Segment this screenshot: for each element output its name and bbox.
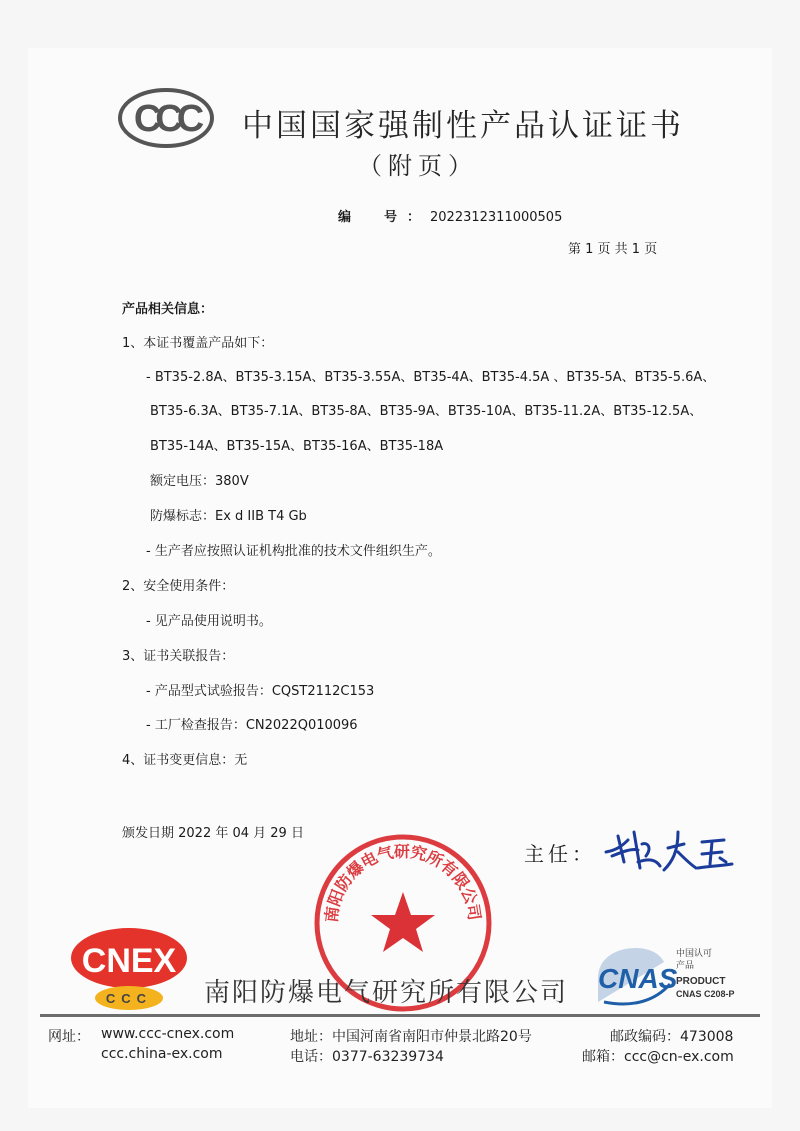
item1-title: 1、本证书覆盖产品如下： xyxy=(122,336,274,351)
footer-divider xyxy=(40,1014,760,1017)
models-line-2: BT35-6.3A、BT35-7.1A、BT35-8A、BT35-9A、BT35-10A、BT35-11.2A、BT35-12.5A、 xyxy=(150,404,703,419)
certificate-number xyxy=(338,206,562,225)
ccc-logo xyxy=(118,88,214,148)
models-line-3: BT35-14A、BT35-15A、BT35-16A、BT35-18A xyxy=(150,439,444,454)
issue-date: 颁发日期 2022 年 04 月 29 日 xyxy=(122,826,304,841)
website-1: www.ccc-cnex.com xyxy=(101,1026,235,1042)
seal-star-icon xyxy=(371,892,435,952)
cnas-line-4: CNAS C208-P xyxy=(676,989,735,999)
page-info: 第 1 页 共 1 页 xyxy=(568,242,658,257)
director-label: 主任： xyxy=(524,842,596,866)
type-test-report: - 产品型式试验报告：CQST2112C153 xyxy=(146,684,375,699)
item2-title: 2、安全使用条件： xyxy=(122,579,235,594)
factory-inspection-report: - 工厂检查报告：CN2022Q010096 xyxy=(146,718,358,733)
address: 地址：中国河南省南阳市仲景北路20号 xyxy=(290,1029,532,1045)
cnas-line-1: 中国认可 xyxy=(676,949,713,959)
cnex-logo-text: CNEX xyxy=(81,942,177,980)
cnas-logo xyxy=(594,944,762,1014)
item3-title: 3、证书关联报告： xyxy=(122,649,235,664)
cnas-line-2: 产品 xyxy=(676,961,695,971)
cnas-logo-text: CNAS xyxy=(598,963,678,994)
section-heading: 产品相关信息： xyxy=(122,302,214,317)
website-2: ccc.china-ex.com xyxy=(101,1046,223,1062)
item2-content: - 见产品使用说明书。 xyxy=(146,614,272,629)
cnex-logo-sub: CCC xyxy=(105,991,153,1006)
certificate-title: 中国国家强制性产品认证证书 xyxy=(242,108,684,144)
ex-marking: 防爆标志：Ex d IIB T4 Gb xyxy=(150,509,307,524)
director-signature xyxy=(598,822,738,882)
ccc-logo-text: CCC xyxy=(133,98,199,140)
postcode: 邮政编码：473008 xyxy=(610,1029,734,1045)
phone: 电话：0377-63239734 xyxy=(290,1049,444,1065)
item4-change-info: 4、证书变更信息：无 xyxy=(122,753,248,768)
models-line-1: - BT35-2.8A、BT35-3.15A、BT35-3.55A、BT35-4A、BT35-4.5A 、BT35-5A、BT35-5.6A、 xyxy=(146,370,716,385)
certificate-subtitle: （附页） xyxy=(358,152,478,180)
cnex-logo xyxy=(68,918,190,1014)
production-note: - 生产者应按照认证机构批准的技术文件组织生产。 xyxy=(146,544,441,559)
cert-no-value: 2022312311000505 xyxy=(430,210,563,225)
website-label: 网址： xyxy=(48,1029,90,1045)
organization-name: 南阳防爆电气研究所有限公司 xyxy=(204,978,569,1008)
email: 邮箱：ccc@cn-ex.com xyxy=(582,1049,734,1065)
cnas-line-3: PRODUCT xyxy=(676,976,726,987)
cert-no-label: 编 号： xyxy=(338,210,431,225)
rated-voltage: 额定电压：380V xyxy=(150,474,249,489)
seal-text: 南阳防爆电气研究所有限公司 xyxy=(321,841,485,924)
